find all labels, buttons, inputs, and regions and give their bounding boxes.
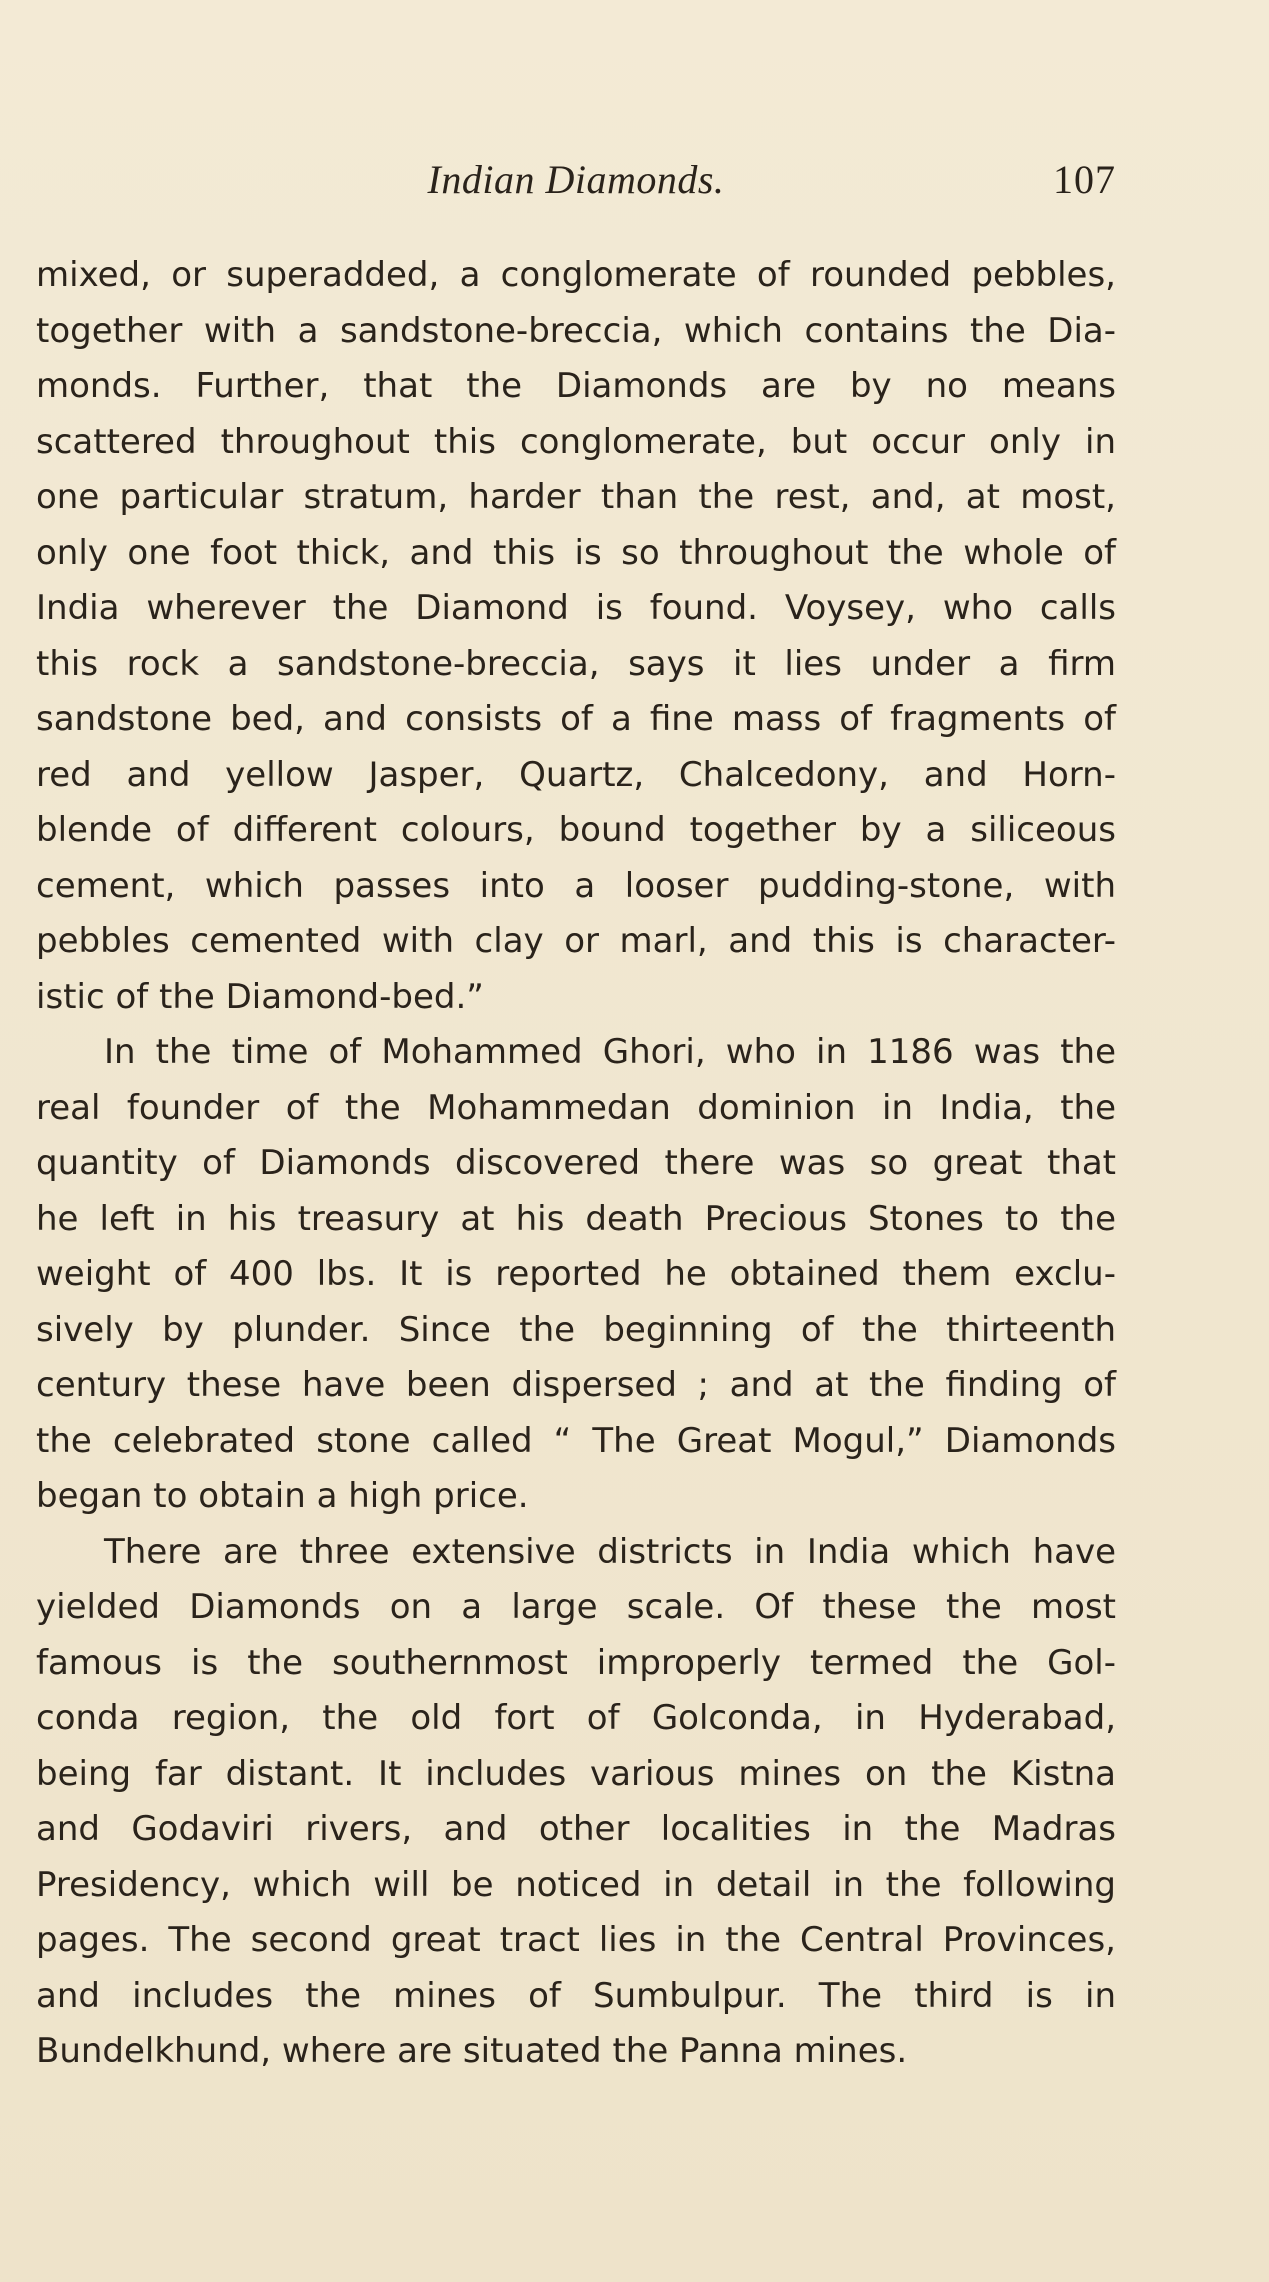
text-line: one particular stratum, harder than the rest, and, at most, [36,477,1116,517]
paragraph-first-line: There are three extensive districts in India which have [104,1531,1116,1572]
text-line: together with a sandstone-breccia, which contains the Dia- [36,310,1116,351]
text-line: blende of different colours, bound together by a siliceous [36,810,1116,850]
text-line: scattered throughout this conglomerate, but occur only in [36,421,1116,462]
text-line: began to obtain a high price. [36,1476,529,1516]
body-text [36,248,1116,2080]
page-header [36,150,1116,210]
text-line: quantity of Diamonds discovered there was so great that [36,1143,1116,1183]
text-line: yielded Diamonds on a large scale. Of these the most [36,1587,1116,1627]
text-line: only one foot thick, and this is so throughout the whole of [36,532,1116,573]
text-line: istic of the Diamond-bed.” [36,976,484,1017]
running-title: Indian Diamonds. [427,157,725,202]
text-line: sively by plunder. Since the beginning of the thirteenth [36,1309,1116,1350]
text-line: monds. Further, that the Diamonds are by no means [36,366,1116,406]
text-line: cement, which passes into a looser pudding-stone, with [36,865,1116,906]
text-line: the celebrated stone called “ The Great Mogul,” Diamonds [36,1420,1116,1461]
text-line: and includes the mines of Sumbulpur. The third is in [36,1975,1116,2016]
text-line: real founder of the Mohammedan dominion in India, the [36,1087,1116,1128]
text-line: Bundelkhund, where are situated the Panna mines. [36,2031,908,2071]
page-number: 107 [1053,157,1116,202]
text-line: pages. The second great tract lies in the Central Provinces, [36,1920,1116,1960]
text-line: sandstone bed, and consists of a fine mass of fragments of [36,699,1116,739]
text-line: and Godaviri rivers, and other localities in the Madras [36,1809,1116,1849]
text-line: mixed, or superadded, a conglomerate of rounded pebbles, [36,255,1116,295]
text-line: conda region, the old fort of Golconda, in Hyderabad, [36,1698,1116,1738]
text-line: he left in his treasury at his death Precious Stones to the [36,1198,1116,1239]
text-line: red and yellow Jasper, Quartz, Chalcedony, and Horn- [36,754,1116,795]
text-line: pebbles cemented with clay or marl, and this is character- [36,921,1116,961]
text-line: weight of 400 lbs. It is reported he obtained them exclu- [36,1254,1116,1294]
paragraph-first-line: In the time of Mohammed Ghori, who in 1186 was the [104,1032,1116,1072]
text-line: century these have been dispersed ; and at the finding of [36,1365,1116,1405]
text-line: India wherever the Diamond is found. Voysey, who calls [36,588,1116,628]
text-line: this rock a sandstone-breccia, says it lies under a firm [36,643,1116,684]
text-line: famous is the southernmost improperly termed the Gol- [36,1642,1116,1683]
text-line: being far distant. It includes various mines on the Kistna [36,1753,1116,1794]
text-line: Presidency, which will be noticed in detail in the following [36,1864,1116,1905]
